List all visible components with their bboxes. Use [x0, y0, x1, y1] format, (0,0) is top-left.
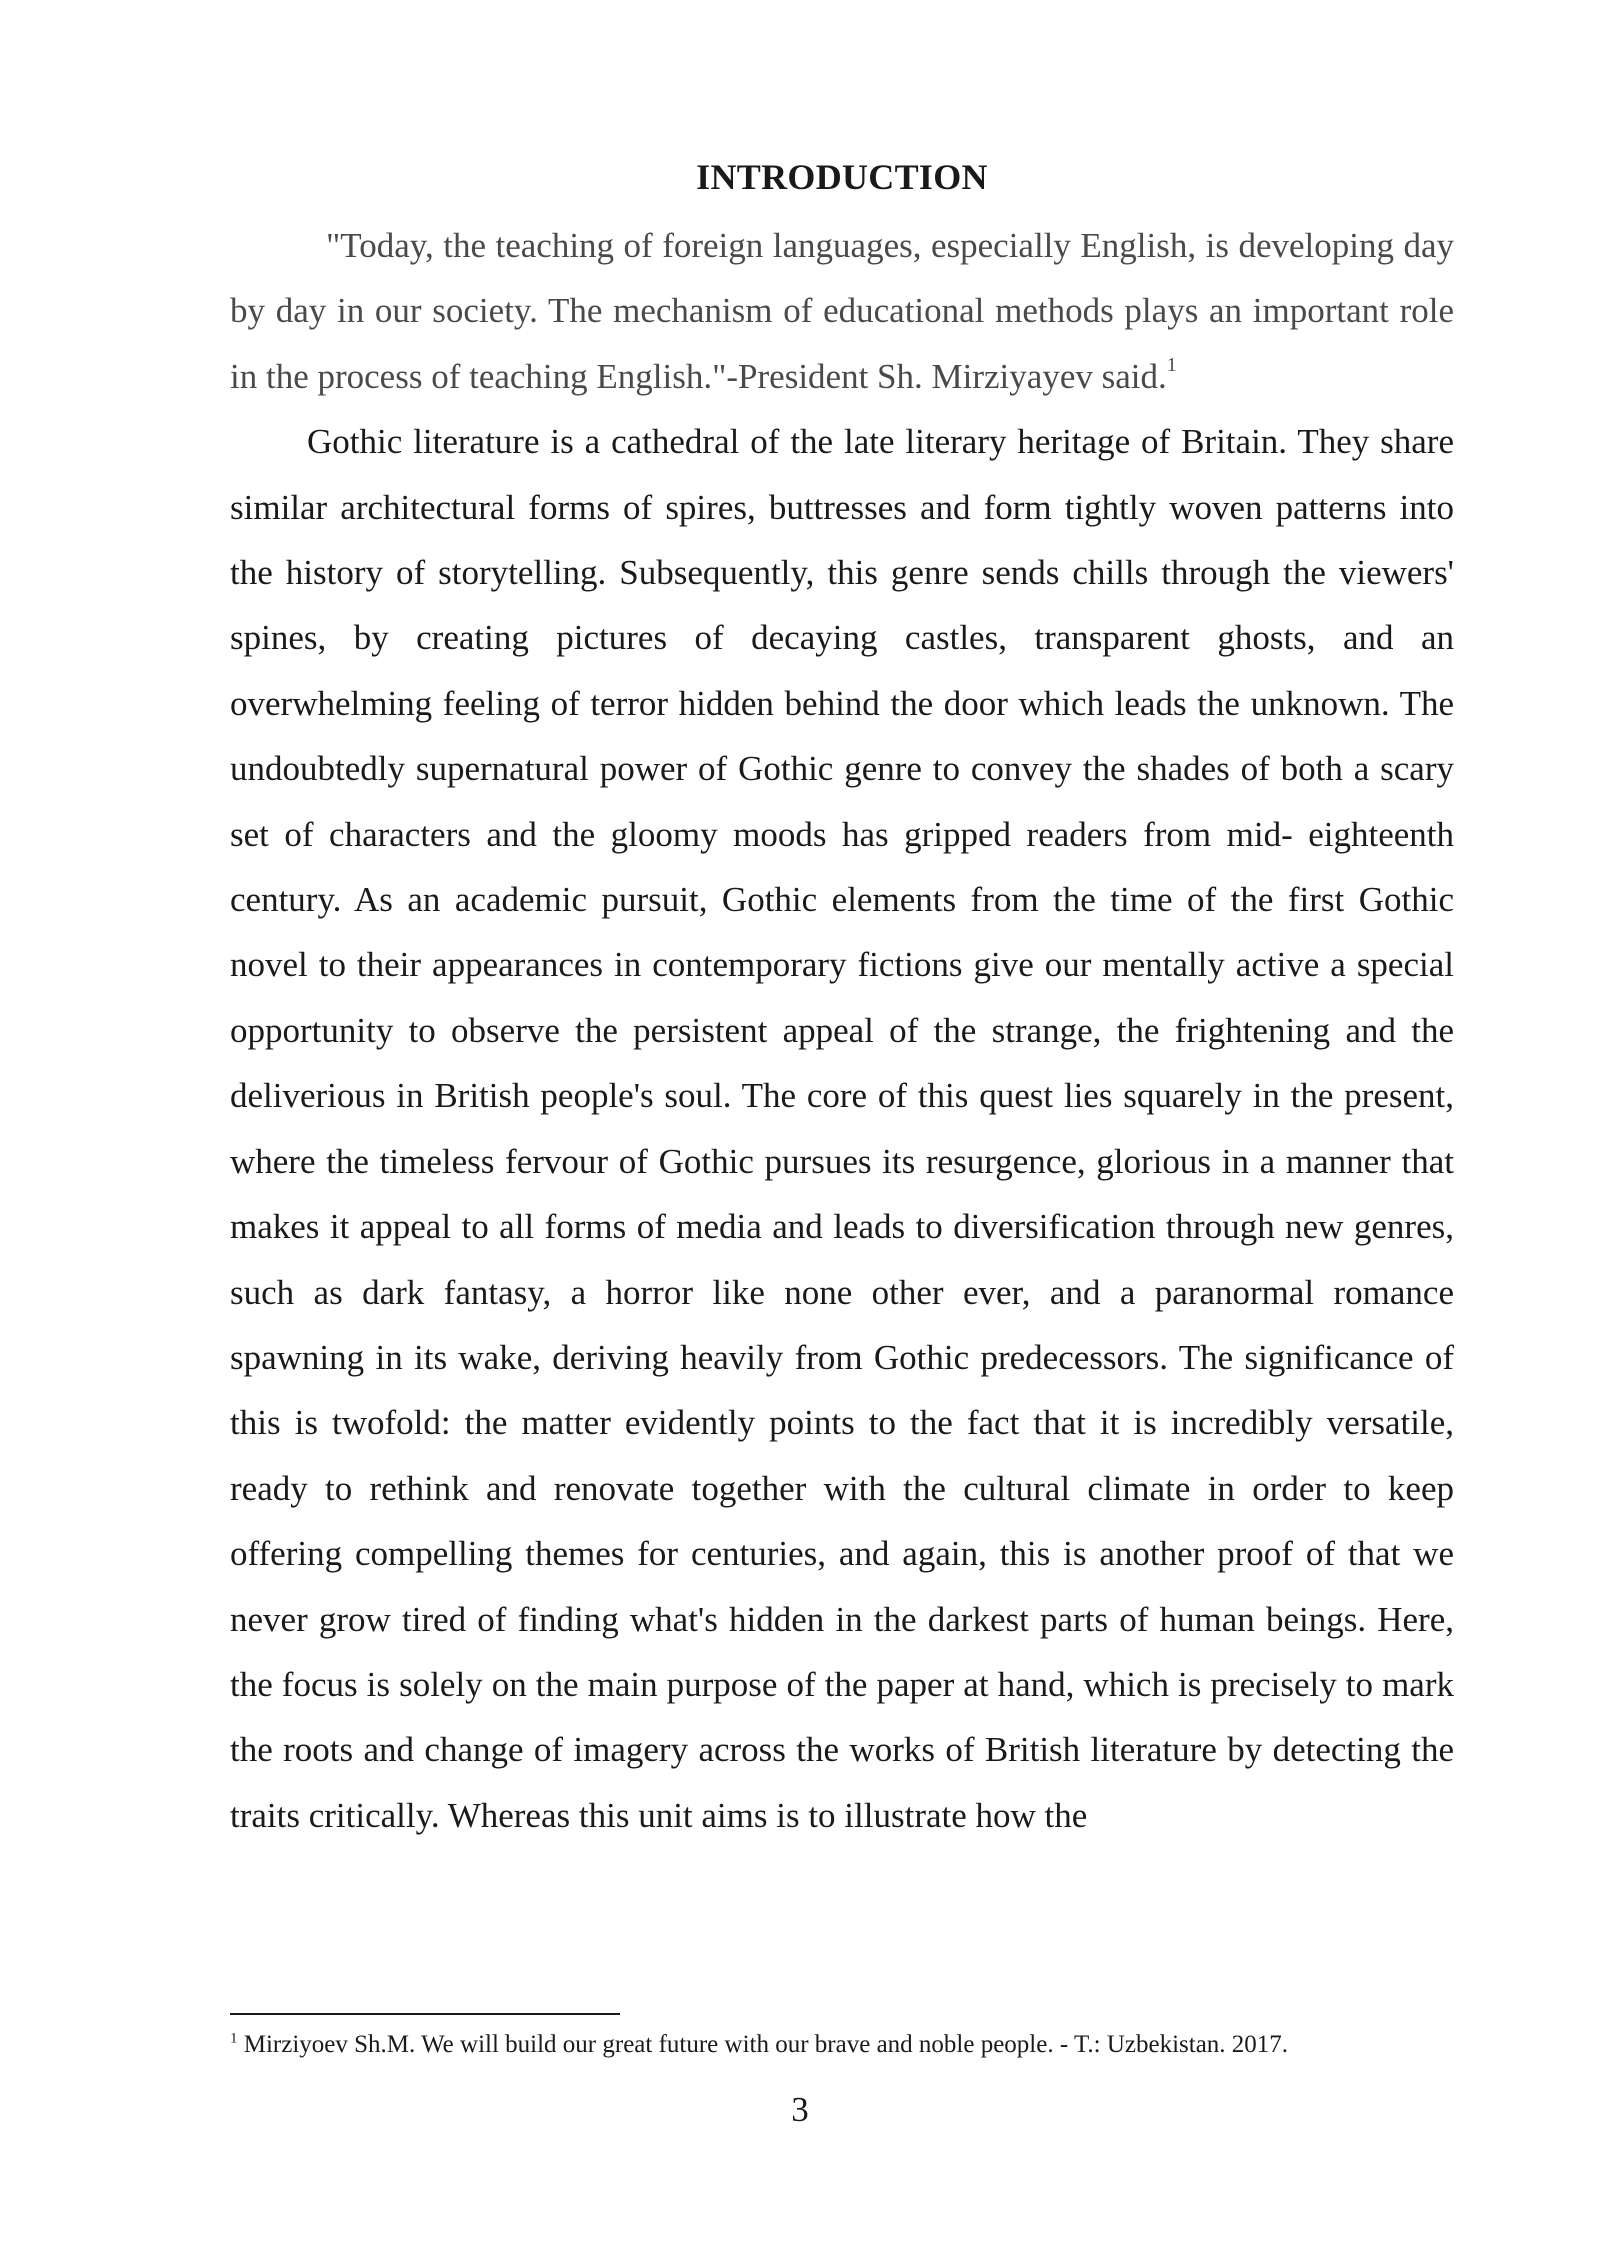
footnote-separator: [230, 2013, 620, 2015]
footnote-marker: 1: [230, 2030, 238, 2047]
quote-paragraph: [230, 213, 1454, 409]
page-number: 3: [791, 2090, 809, 2129]
footnote-text: Mirziyoev Sh.M. We will build our great future with our brave and noble people. - T.: Uzbekistan. 2017.: [243, 2031, 1289, 2058]
body-paragraph: Gothic literature is a cathedral of the late literary heritage of Britain. They share similar architectural forms of spires, buttresses and form tightly woven patterns into the history of storytelling. Subsequently, this genre sends chills through the viewers' spines, by creating pictures of decaying castles, transparent ghosts, and an overwhelming feeling of terror hidden behind the door which leads the unknown. The undoubtedly supernatural power of Gothic genre to convey the shades of both a scary set of characters and the gloomy moods has gripped readers from mid- eighteenth century. As an academic pursuit, Gothic elements from the time of the first Gothic novel to their appearances in contemporary fictions give our mentally active a special opportunity to observe the persistent appeal of the strange, the frightening and the deliverious in British people's soul. The core of this quest lies squarely in the present, where the timeless fervour of Gothic pursues its resurgence, glorious in a manner that makes it appeal to all forms of media and leads to diversification through new genres, such as dark fantasy, a horror like none other ever, and a paranormal romance spawning in its wake, deriving heavily from Gothic predecessors. The significance of this is twofold: the matter evidently points to the fact that it is incredibly versatile, ready to rethink and renovate together with the cultural climate in order to keep offering compelling themes for centuries, and again, this is another proof of that we never grow tired of finding what's hidden in the darkest parts of human beings. Here, the focus is solely on the main purpose of the paper at hand, which is precisely to mark the roots and change of imagery across the works of British literature by detecting the traits critically. Whereas this unit aims is to illustrate how the: [230, 422, 1454, 1835]
page-content: [230, 148, 1454, 1848]
footnote: [230, 2027, 1454, 2063]
footnote-reference[interactable]: 1: [1166, 354, 1177, 377]
section-title: INTRODUCTION: [696, 157, 988, 197]
quote-text: "Today, the teaching of foreign languages, especially English, is developing day by day in our society. The mechanism of educational methods plays an important role in the process of teaching English."-President Sh. Mirziyayev said.: [230, 226, 1454, 396]
